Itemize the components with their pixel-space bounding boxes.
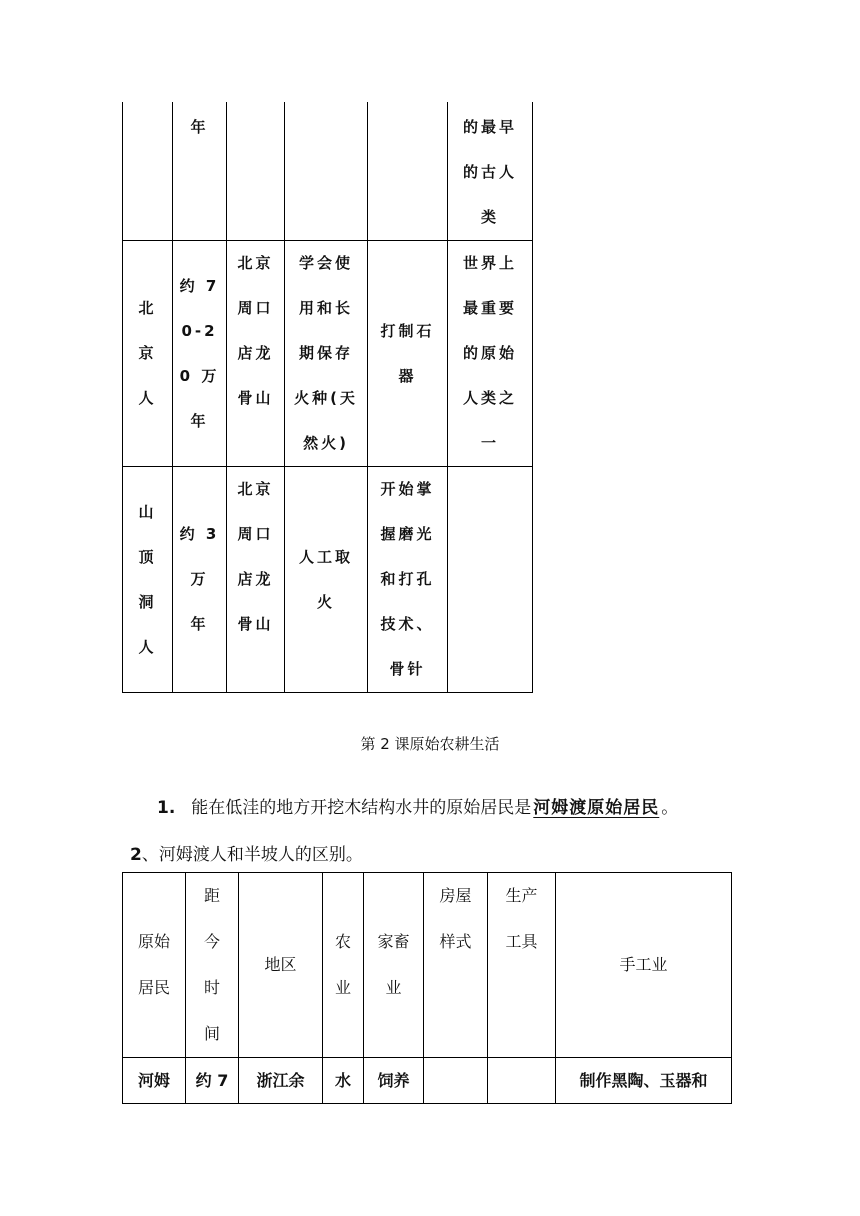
table-cell: 约 7 0-2 0 万 年	[173, 241, 227, 467]
table-cell	[227, 102, 285, 241]
table-header-cell: 家畜 业	[364, 873, 424, 1058]
table-header-cell: 距 今 时 间	[186, 873, 239, 1058]
table-cell	[285, 102, 368, 241]
table-row	[123, 467, 533, 693]
table-cell: 浙江余	[239, 1058, 323, 1104]
table-cell	[368, 102, 448, 241]
table-cell: 北京 周口 店龙 骨山	[227, 241, 285, 467]
table-row	[123, 241, 533, 467]
table-cell: 水	[323, 1058, 364, 1104]
table-cell: 制作黑陶、玉器和	[556, 1058, 732, 1104]
table-cell	[488, 1058, 556, 1104]
question-1	[157, 793, 678, 818]
table-header-cell: 生产 工具	[488, 873, 556, 1058]
question-text: 能在低洼的地方开挖木结构水井的原始居民是	[191, 798, 532, 818]
table-cell: 山 顶 洞 人	[123, 467, 173, 693]
table-row	[123, 102, 533, 241]
table-cell: 北京 周口 店龙 骨山	[227, 467, 285, 693]
question-text: 、河姆渡人和半坡人的区别。	[141, 845, 363, 865]
table-cell	[424, 1058, 488, 1104]
answer-text: 河姆渡原始居民	[533, 798, 660, 818]
question-2	[130, 840, 363, 865]
table-cell: 的最早 的古人 类	[448, 102, 533, 241]
table-cell: 河姆	[123, 1058, 186, 1104]
table-cell: 学会使 用和长 期保存 火种(天 然火)	[285, 241, 368, 467]
table-header-cell: 房屋 样式	[424, 873, 488, 1058]
table-row	[123, 1058, 732, 1104]
table-header-cell: 农 业	[323, 873, 364, 1058]
question-end: 。	[661, 798, 679, 818]
table-cell: 开始掌 握磨光 和打孔 技术、 骨针	[368, 467, 448, 693]
table-header-cell: 地区	[239, 873, 323, 1058]
table-cell: 饲养	[364, 1058, 424, 1104]
question-number: 1.	[157, 798, 176, 818]
table-cell: 打制石 器	[368, 241, 448, 467]
primitive-humans-table	[122, 102, 533, 693]
table-cell: 约 3 万 年	[173, 467, 227, 693]
table-cell	[448, 467, 533, 693]
table-header-cell: 手工业	[556, 873, 732, 1058]
table-cell	[123, 102, 173, 241]
table-header-row	[123, 873, 732, 1058]
table-cell: 年	[173, 102, 227, 241]
question-number: 2	[130, 845, 142, 865]
table-cell: 人工取 火	[285, 467, 368, 693]
table-cell: 北 京 人	[123, 241, 173, 467]
lesson-title: 第 2 课原始农耕生活	[360, 735, 500, 753]
table-header-cell: 原始 居民	[123, 873, 186, 1058]
comparison-table	[122, 872, 732, 1104]
table-cell: 世界上 最重要 的原始 人类之 一	[448, 241, 533, 467]
table-cell: 约 7	[186, 1058, 239, 1104]
